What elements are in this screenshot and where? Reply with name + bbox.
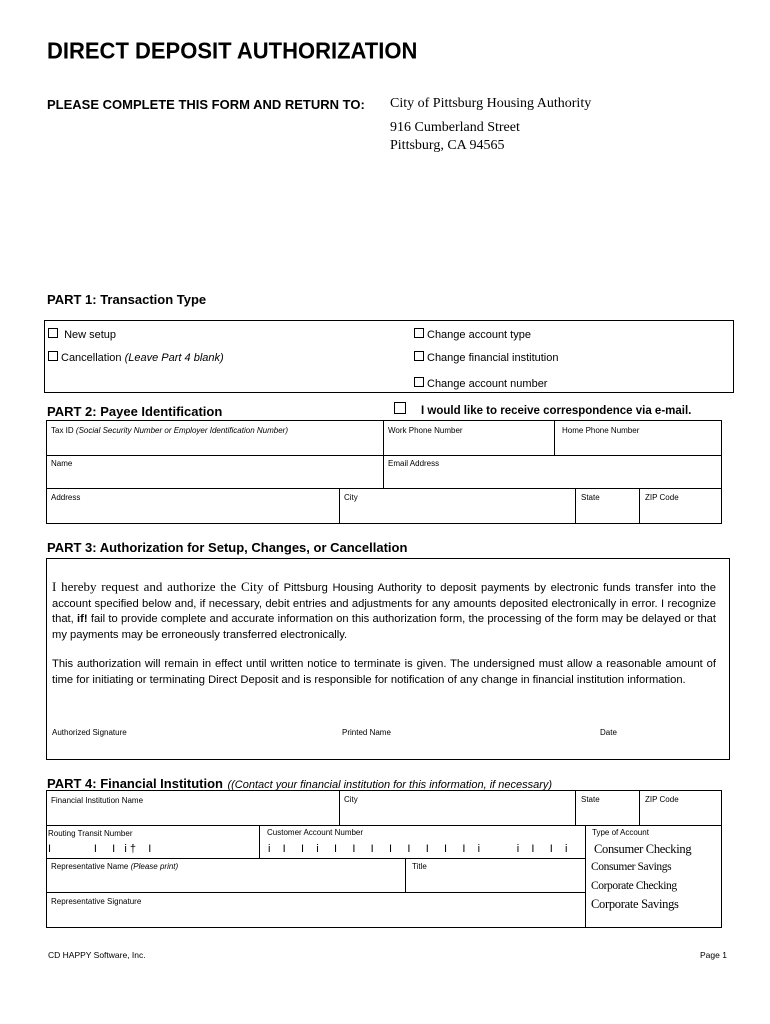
return-address-name: City of Pittsburg Housing Authority xyxy=(390,96,592,111)
part2-box xyxy=(46,420,722,524)
divider xyxy=(383,420,384,488)
divider xyxy=(46,455,722,456)
account-type-corporate-checking[interactable]: Corporate Checking xyxy=(591,880,677,892)
option-cancellation-note: (Leave Part 4 blank) xyxy=(124,352,224,364)
divider xyxy=(46,892,586,893)
account-type-consumer-checking[interactable]: Consumer Checking xyxy=(594,842,692,856)
part4-heading-note: ((Contact your financial institution for this information, if necessary) xyxy=(227,779,553,791)
checkbox-icon[interactable] xyxy=(414,377,424,387)
form-title: DIRECT DEPOSIT AUTHORIZATION xyxy=(47,37,418,64)
tax-id-label: Tax ID xyxy=(51,426,74,435)
authorization-if: if! xyxy=(77,613,88,625)
checkbox-icon[interactable] xyxy=(414,328,424,338)
divider xyxy=(46,858,586,859)
checkbox-icon[interactable] xyxy=(414,351,424,361)
divider xyxy=(339,488,340,524)
account-tick-marks: i I I i I I I I I I I I i i I I i xyxy=(268,843,568,855)
account-type-corporate-savings[interactable]: Corporate Savings xyxy=(591,897,679,911)
authorization-lead: I hereby request and authorize the City of xyxy=(52,579,280,594)
email-field[interactable]: Email Address xyxy=(388,459,440,468)
footer-company: CD HAPPY Software, Inc. xyxy=(48,950,146,960)
part3-heading: PART 3: Authorization for Setup, Changes, or Cancellation xyxy=(47,540,408,555)
option-change-account-type-label: Change account type xyxy=(427,329,531,341)
email-optin-label: I would like to receive correspondence via e-mail. xyxy=(421,405,692,417)
divider xyxy=(639,790,640,825)
account-type-consumer-savings[interactable]: Consumer Savings xyxy=(591,861,672,873)
return-address-street: 916 Cumberland Street xyxy=(390,120,520,135)
rep-name-field[interactable] xyxy=(51,862,178,871)
footer-page-number: Page 1 xyxy=(700,950,727,960)
return-address-city: Pittsburg, CA 94565 xyxy=(390,138,505,153)
institution-zip-field[interactable]: ZIP Code xyxy=(645,795,679,804)
city-field[interactable]: City xyxy=(344,493,358,502)
option-change-institution[interactable] xyxy=(414,351,558,364)
divider xyxy=(46,488,722,489)
divider xyxy=(585,825,586,928)
work-phone-field[interactable]: Work Phone Number xyxy=(388,426,463,435)
checkbox-icon[interactable] xyxy=(48,351,58,361)
divider xyxy=(575,790,576,825)
part4-heading: PART 4: Financial Institution xyxy=(47,776,223,791)
option-cancellation[interactable] xyxy=(48,351,224,364)
option-new-setup-label: New setup xyxy=(64,329,117,341)
date-field[interactable]: Date xyxy=(600,728,617,737)
rep-title-field[interactable]: Title xyxy=(412,862,427,871)
authorization-body: Pittsburg Housing Authority to deposit payments by electronic funds transfer into the account specified below and, if necessary, debit entries and adjustments for any amounts deposited electronically in error. I recognize that, xyxy=(52,582,717,625)
option-cancellation-label: Cancellation xyxy=(61,352,122,364)
state-field[interactable]: State xyxy=(581,493,600,502)
tax-id-field[interactable] xyxy=(51,426,288,435)
routing-tick-marks: I I I i † I xyxy=(48,843,152,855)
zip-field[interactable]: ZIP Code xyxy=(645,493,679,502)
divider xyxy=(46,825,722,826)
divider xyxy=(554,420,555,455)
option-change-account-number[interactable] xyxy=(414,377,547,390)
tax-id-note: (Social Security Number or Employer Identification Number) xyxy=(75,426,288,435)
type-of-account-label: Type of Account xyxy=(592,828,649,837)
option-change-account-type[interactable] xyxy=(414,328,531,341)
routing-number-field[interactable]: Routing Transit Number xyxy=(48,829,133,838)
rep-signature-field[interactable]: Representative Signature xyxy=(51,897,142,906)
institution-city-field[interactable]: City xyxy=(344,795,358,804)
email-optin-checkbox[interactable] xyxy=(394,402,406,414)
part1-heading: PART 1: Transaction Type xyxy=(47,292,207,307)
rep-name-label: Representative Name xyxy=(51,862,129,871)
address-field[interactable]: Address xyxy=(51,493,81,502)
authorization-end: fail to provide complete and accurate information on this authorization form, the processing of the form may be delayed or that my payments may be erroneously transferred electronically. xyxy=(52,613,717,641)
divider xyxy=(639,488,640,524)
authorized-signature-field[interactable]: Authorized Signature xyxy=(52,728,127,737)
option-change-account-number-label: Change account number xyxy=(427,378,548,390)
divider xyxy=(405,858,406,892)
divider xyxy=(259,825,260,858)
divider xyxy=(339,790,340,825)
home-phone-field[interactable]: Home Phone Number xyxy=(562,426,640,435)
option-new-setup[interactable] xyxy=(48,328,116,341)
printed-name-field[interactable]: Printed Name xyxy=(342,728,391,737)
customer-account-field[interactable]: Customer Account Number xyxy=(267,828,364,837)
divider xyxy=(575,488,576,524)
institution-state-field[interactable]: State xyxy=(581,795,600,804)
option-change-institution-label: Change financial institution xyxy=(427,352,559,364)
part2-heading: PART 2: Payee Identification xyxy=(47,404,223,419)
termination-paragraph: This authorization will remain in effect until written notice to terminate is given. The undersigned must allow a reasonable amount of time for initiating or terminating Direct Deposit and is responsible for notification of any change in financial institution information. xyxy=(52,658,716,686)
name-field[interactable]: Name xyxy=(51,459,73,468)
rep-name-note: (Please print) xyxy=(130,862,179,871)
institution-name-field[interactable]: Financial Institution Name xyxy=(51,796,144,805)
return-label: PLEASE COMPLETE THIS FORM AND RETURN TO: xyxy=(47,97,365,112)
checkbox-icon[interactable] xyxy=(48,328,58,338)
authorization-paragraph xyxy=(52,579,716,643)
